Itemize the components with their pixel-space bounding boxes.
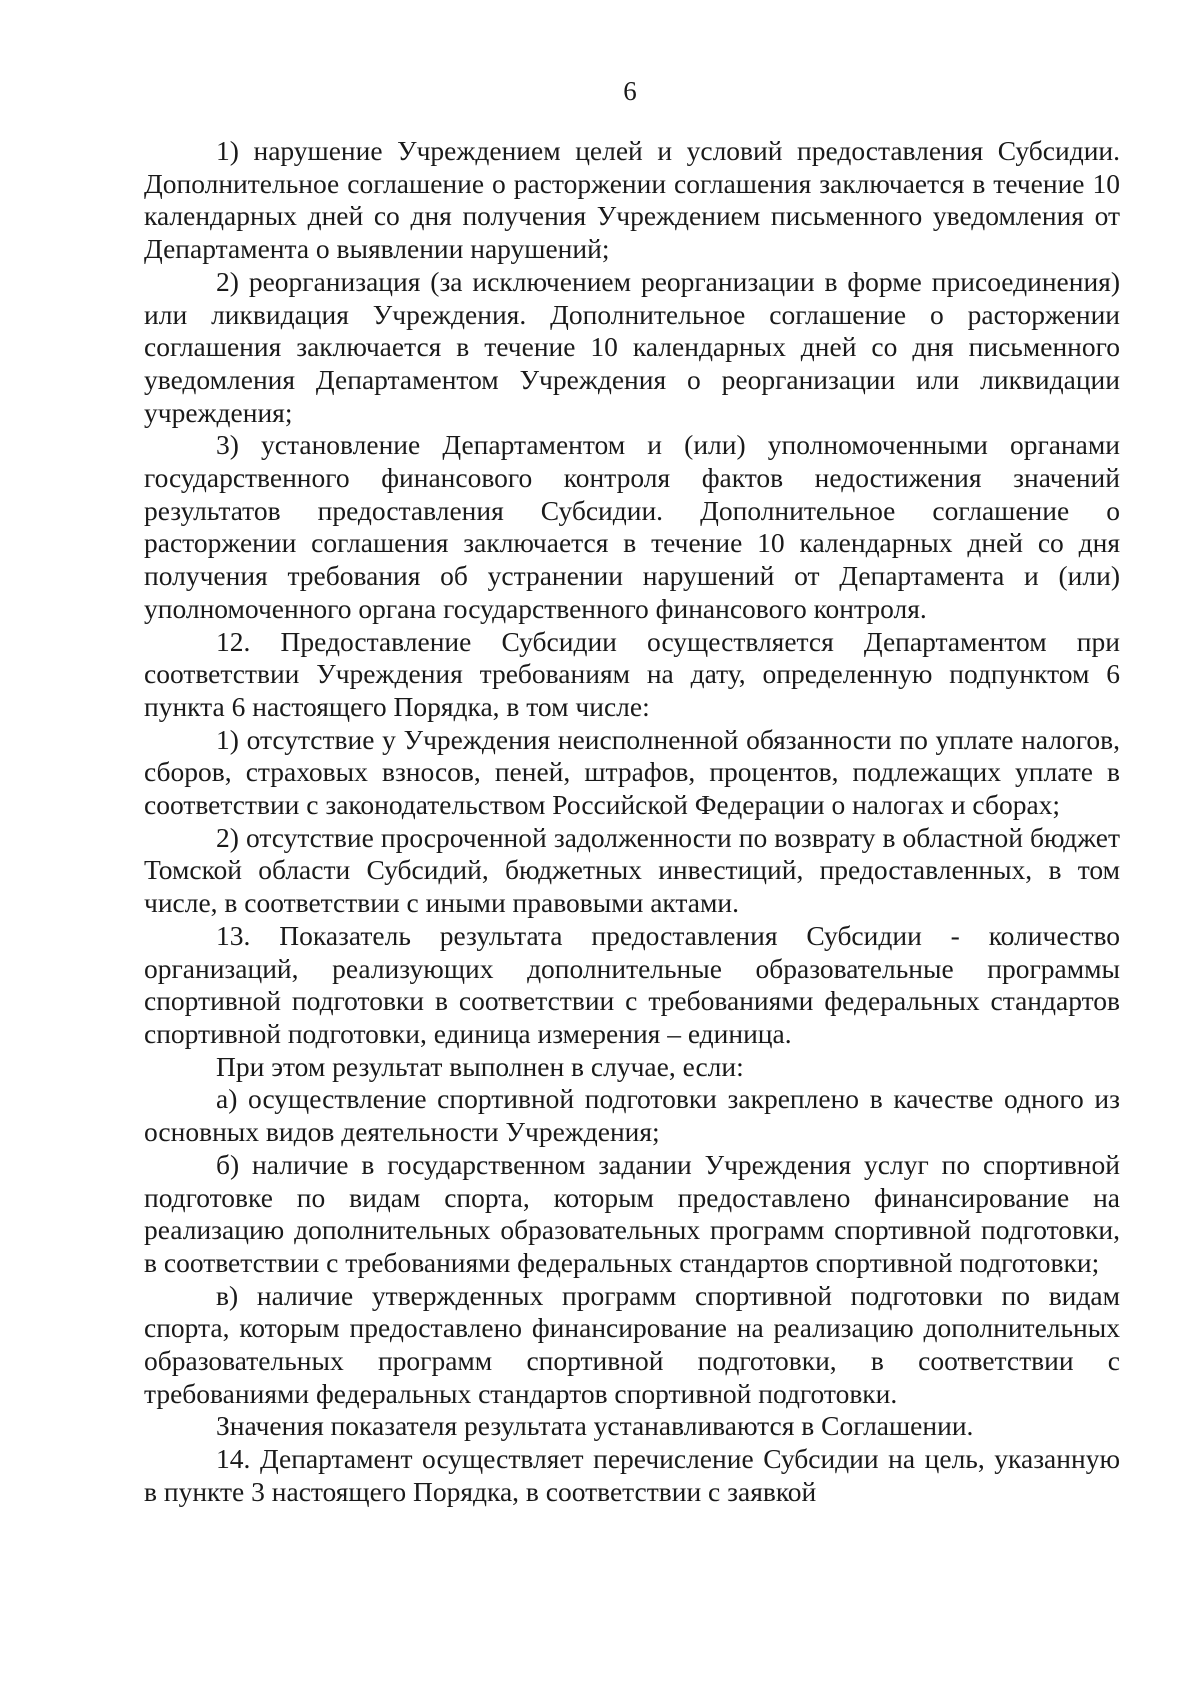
paragraph-11-3: 3) установление Департаментом и (или) уполномоченными органами государственного финансового контроля фактов недостижения значений результатов предоставления Субсидии. Дополнительное соглашение о расторжении соглашения заключается в течение 10 календарных дней со дня получения требования об устранении нарушений от Департамента и (или) уполномоченного органа государственного финансового контроля. — [144, 429, 1120, 624]
paragraph-13-condition-intro: При этом результат выполнен в случае, если: — [216, 1050, 744, 1082]
paragraph-12-1: 1) отсутствие у Учреждения неисполненной обязанности по уплате налогов, сборов, страховых взносов, пеней, штрафов, процентов, подлежащих уплате в соответствии с законодательством Российской Федерации о налогах и сборах; — [144, 723, 1120, 821]
paragraph-11-1: 1) нарушение Учреждением целей и условий предоставления Субсидии. Дополнительное соглашение о расторжении соглашения заключается в течение 10 календарных дней со дня получения Учреждением письменного уведомления от Департамента о выявлении нарушений; — [144, 135, 1120, 265]
page-number: 6 — [623, 76, 637, 106]
paragraph-13-b: б) наличие в государственном задании Учреждения услуг по спортивной подготовке по видам спорта, которым предоставлено финансирование на реализацию дополнительных образовательных программ спортивной подготовки, в соответствии с требованиями федеральных стандартов спортивной подготовки; — [144, 1148, 1120, 1278]
paragraph-14: 14. Департамент осуществляет перечисление Субсидии на цель, указанную в пункте 3 настоящего Порядка, в соответствии с заявкой — [144, 1443, 1120, 1507]
document-body — [144, 135, 1120, 1509]
paragraph-11-2: 2) реорганизация (за исключением реорганизации в форме присоединения) или ликвидация Учреждения. Дополнительное соглашение о расторжении соглашения заключается в течение 10 календарных дней со дня письменного уведомления Департаментом Учреждения о реорганизации или ликвидации учреждения; — [144, 265, 1120, 428]
paragraph-12-2: 2) отсутствие просроченной задолженности по возврату в областной бюджет Томской области Субсидий, бюджетных инвестиций, предоставленных, в том числе, в соответствии с иными правовыми актами. — [144, 821, 1120, 919]
paragraph-13: 13. Показатель результата предоставления Субсидии - количество организаций, реализующих дополнительные образовательные программы спортивной подготовки в соответствии с требованиями федеральных стандартов спортивной подготовки, единица измерения – единица. — [144, 919, 1120, 1049]
paragraph-13-c: в) наличие утвержденных программ спортивной подготовки по видам спорта, которым предоставлено финансирование на реализацию дополнительных образовательных программ спортивной подготовки, в соответствии с требованиями федеральных стандартов спортивной подготовки. — [144, 1279, 1120, 1409]
paragraph-13-a: а) осуществление спортивной подготовки закреплено в качестве одного из основных видов деятельности Учреждения; — [144, 1083, 1120, 1148]
paragraph-12: 12. Предоставление Субсидии осуществляется Департаментом при соответствии Учреждения требованиям на дату, определенную подпунктом 6 пункта 6 настоящего Порядка, в том числе: — [144, 625, 1120, 722]
paragraph-13-values: Значения показателя результата устанавливаются в Соглашении. — [216, 1410, 974, 1442]
